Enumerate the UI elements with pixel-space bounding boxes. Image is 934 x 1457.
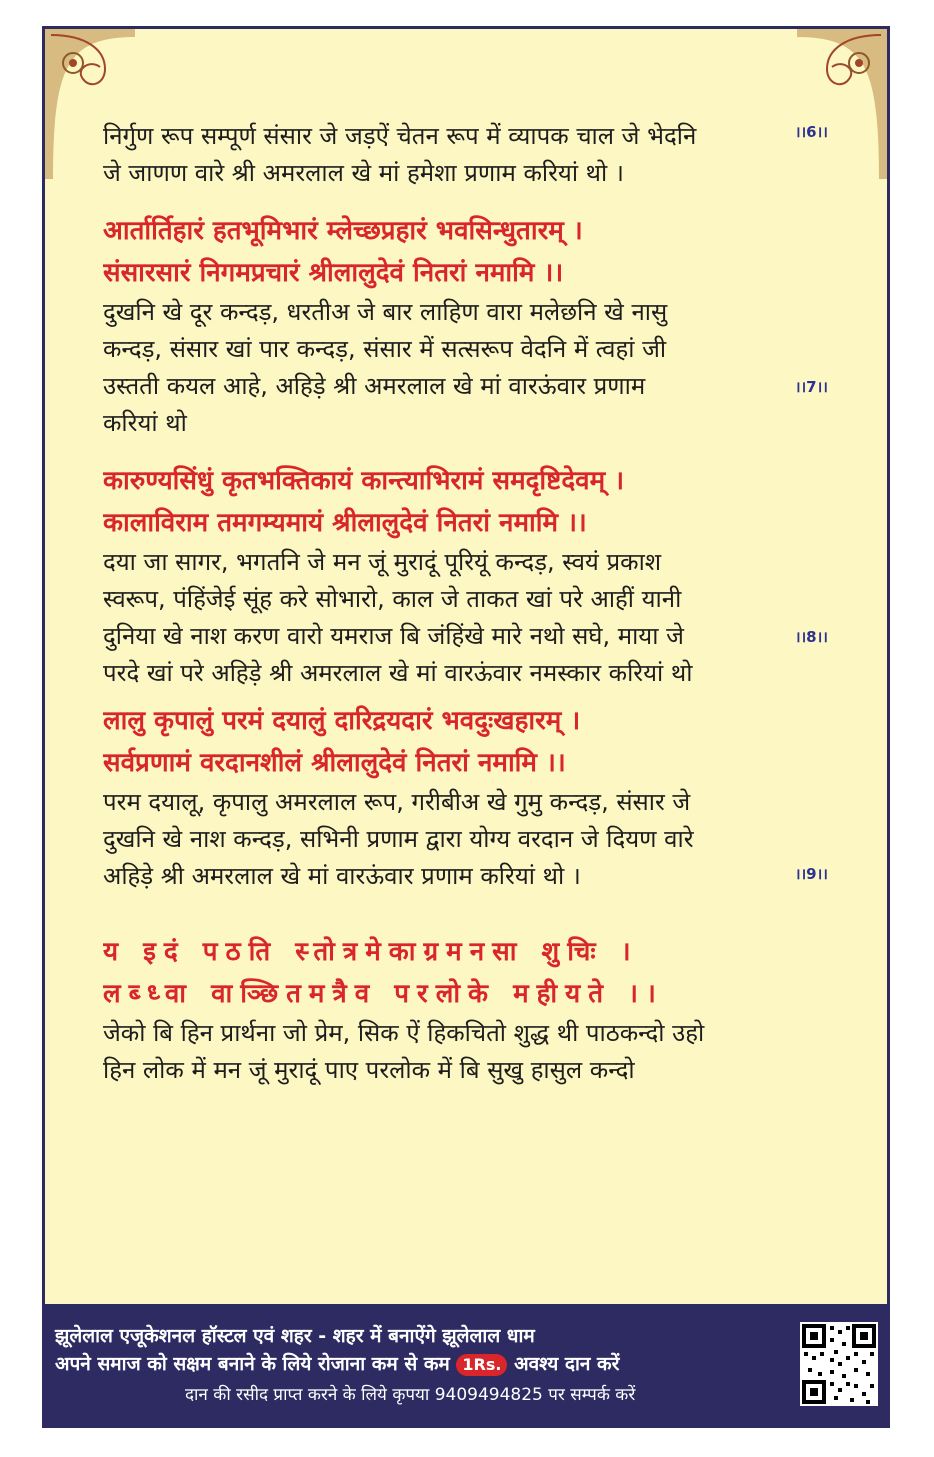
- donation-text: अपने समाज को सक्षम बनाने के लिये रोजाना कम से कम: [55, 1353, 450, 1375]
- footer-contact: दान की रसीद प्राप्त करने के लिये कृपया 9409494825 पर सम्पर्क करें: [185, 1385, 636, 1405]
- qr-code-icon[interactable]: [800, 1322, 878, 1406]
- verse-8: [103, 460, 828, 692]
- meaning-line: दुखनि खे दूर कन्दड़, धरतीअ जे बार लाहिण वारा मलेछनि खे नासु: [103, 298, 668, 326]
- meaning-line: उस्तती कयल आहे, अहिड़े श्री अमरलाल खे मां वारऊंवार प्रणाम: [103, 372, 646, 400]
- meaning-line: दुखनि खे नाश कन्दड़, सभिनी प्रणाम द्वारा योग्य वरदान जे दियण वारे: [103, 825, 694, 853]
- sanskrit-line: लब्ध्वा वाञ्छितमत्रैव परलोके महीयते ।।: [103, 979, 664, 1009]
- sanskrit-line: कालाविराम तमगम्यमायं श्रीलालुदेवं नितरां नमामि ।।: [103, 508, 587, 538]
- meaning-line: हिन लोक में मन जूं मुरादूं पाए परलोक में बि सुखु हासुल कन्दो: [103, 1056, 635, 1084]
- meaning-line: दया जा सागर, भगतनि जे मन जूं मुरादूं पूरियूं कन्दड़, स्वयं प्रकाश: [103, 548, 662, 576]
- meaning-line: करियां थो: [103, 409, 187, 437]
- meaning-line: दुनिया खे नाश करण वारो यमराज बि जंहिंखे मारे नथो सघे, माया जे: [103, 622, 684, 650]
- verse-9: [103, 700, 828, 895]
- meaning-line: जेको बि हिन प्रार्थना जो प्रेम, सिक ऐं हिकचितो शुद्ध थी पाठकन्दो उहो: [103, 1019, 705, 1047]
- rupee-badge: 1Rs.: [456, 1354, 507, 1376]
- sanskrit-line: य इदं पठति स्तोत्रमेकाग्रमनसा शुचिः ।: [103, 937, 639, 967]
- sanskrit-line: सर्वप्रणामं वरदानशीलं श्रीलालुदेवं नितरां नमामि ।।: [103, 748, 566, 778]
- meaning-line: स्वरूप, पंहिंजेई सूंह करे सोभारो, काल जे ताकत खां परे आहीं यानी: [103, 585, 682, 613]
- sanskrit-line: कारुण्यसिंधुं कृतभक्तिकायं कान्त्याभिरामं समदृष्टिदेवम् ।: [103, 466, 625, 496]
- meaning-line: निर्गुण रूप सम्पूर्ण संसार जे जड़ऐं चेतन रूप में व्यापक चाल जे भेदनि: [103, 122, 697, 150]
- meaning-line: अहिड़े श्री अमरलाल खे मां वारऊंवार प्रणाम करियां थो ।: [103, 862, 581, 890]
- meaning-line: परम दयालू, कृपालु अमरलाल रूप, गरीबीअ खे गुमु कन्दड़, संसार जे: [103, 788, 691, 816]
- sanskrit-line: लालु कृपालुं परमं दयालुं दारिद्रयदारं भवदुःखहारम् ।: [103, 706, 581, 736]
- verse-7: [103, 210, 828, 442]
- stotra-content: [103, 118, 828, 1089]
- meaning-line: कन्दड़, संसार खां पार कन्दड़, संसार में सत्सरूप वेदनि में त्वहां जी: [103, 335, 667, 363]
- sanskrit-line: आर्तार्तिहारं हतभूमिभारं म्लेच्छप्रहारं भवसिन्धुतारम् ।: [103, 216, 583, 246]
- sanskrit-line: संसारसारं निगमप्रचारं श्रीलालुदेवं नितरां नमामि ।।: [103, 258, 564, 288]
- verse-number: ।।6।।: [794, 123, 828, 141]
- verse-number: ।।9।।: [794, 865, 828, 883]
- verse-phalashruti: [103, 931, 773, 1089]
- footer-banner: [45, 1316, 795, 1416]
- verse-number: ।।7।।: [794, 378, 828, 396]
- verse-6: [103, 118, 828, 192]
- footer-headline: झूलेलाल एजूकेशनल हॉस्टल एवं शहर - शहर में बनाऐंगे झूलेलाल धाम: [55, 1325, 535, 1347]
- verse-number: ।।8।।: [794, 628, 828, 646]
- meaning-line: परदे खां परे अहिड़े श्री अमरलाल खे मां वारऊंवार नमस्कार करियां थो: [103, 659, 693, 687]
- footer-donation-line: [55, 1350, 619, 1376]
- meaning-line: जे जाणण वारे श्री अमरलाल खे मां हमेशा प्रणाम करियां थो ।: [103, 159, 624, 187]
- donation-text-end: अवश्य दान करें: [514, 1353, 620, 1375]
